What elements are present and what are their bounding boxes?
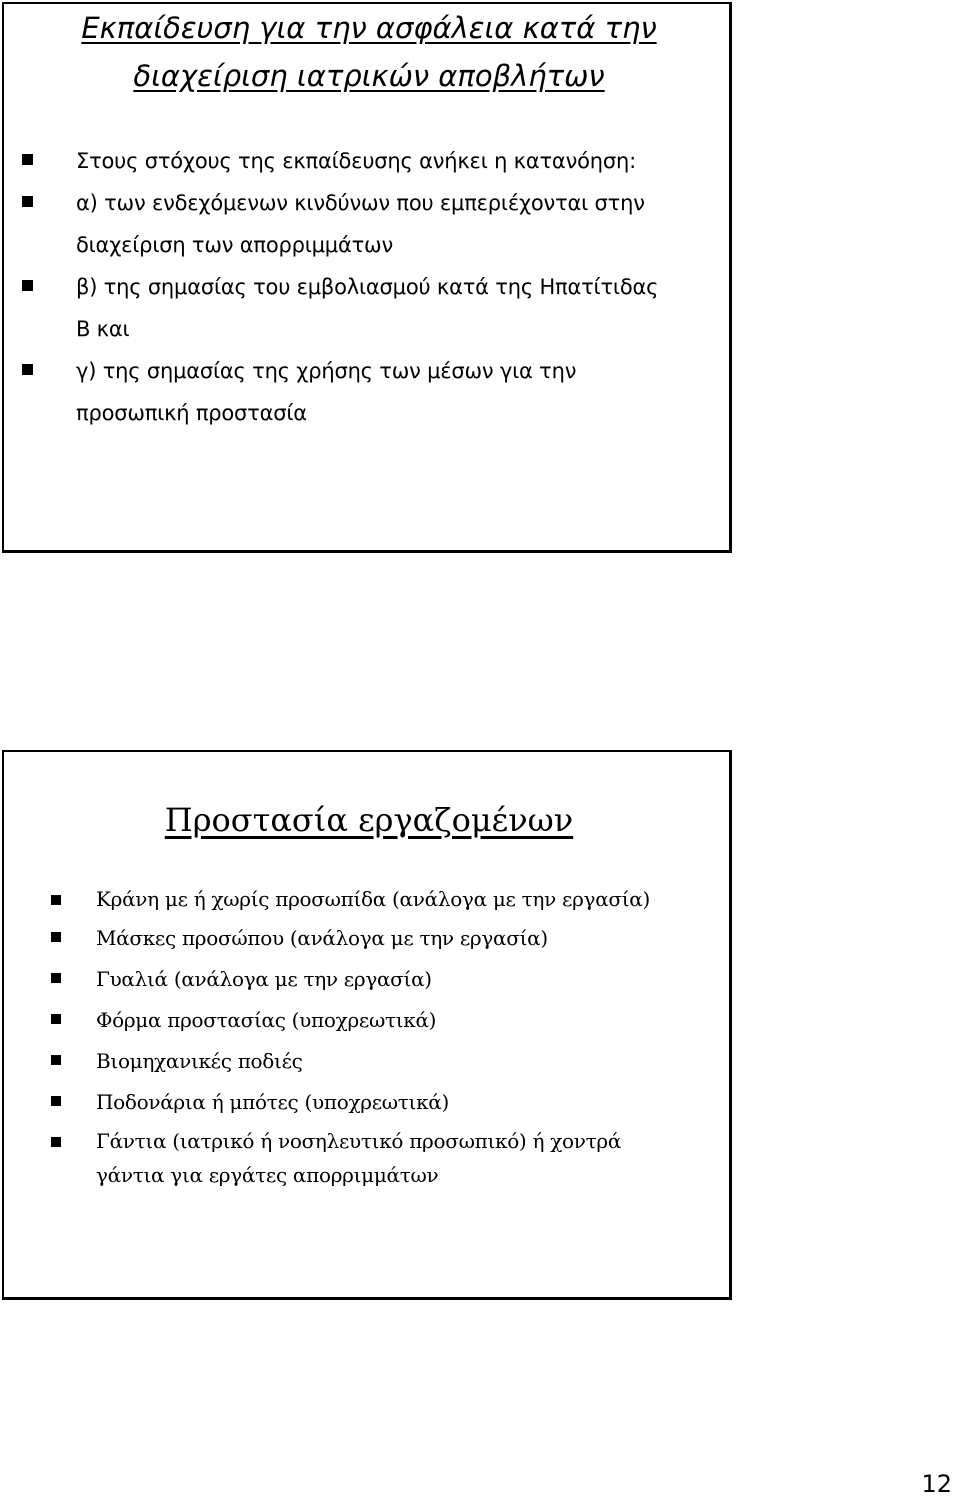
list-item — [96, 1001, 686, 1039]
list-item-text: Γυαλιά (ανάλογα με την εργασία) — [96, 967, 432, 991]
square-bullet-icon — [22, 196, 33, 207]
list-item — [96, 1083, 686, 1121]
list-item-text: Βιομηχανικές ποδιές — [96, 1049, 303, 1073]
list-item — [96, 960, 686, 998]
list-item-text: β) της σημασίας του εμβολιασμού κατά της Ηπατίτιδας Β και — [76, 275, 659, 341]
square-bullet-icon — [51, 895, 61, 905]
square-bullet-icon — [22, 364, 33, 375]
list-item-text: α) των ενδεχόμενων κινδύνων που εμπεριέχονται στην διαχείριση των απορριμμάτων — [76, 191, 645, 257]
square-bullet-icon — [22, 280, 33, 291]
slide-education — [2, 2, 732, 553]
slide-title-line-1: Εκπαίδευση για την ασφάλεια κατά την — [81, 11, 657, 45]
slide-title-line-2: διαχείριση ιατρικών αποβλήτων — [133, 59, 605, 93]
list-item-text: Ποδονάρια ή μπότες (υποχρεωτικά) — [96, 1090, 450, 1114]
list-item — [96, 919, 686, 957]
square-bullet-icon — [51, 1014, 61, 1024]
list-item — [76, 182, 676, 266]
list-item — [76, 350, 676, 434]
list-item — [96, 882, 686, 916]
square-bullet-icon — [51, 1137, 61, 1147]
slide-title — [4, 4, 734, 100]
protection-equipment-list — [96, 882, 686, 1195]
square-bullet-icon — [51, 1055, 61, 1065]
slide-worker-protection — [2, 750, 732, 1300]
list-item-text: Μάσκες προσώπου (ανάλογα με την εργασία) — [96, 926, 548, 950]
list-item — [76, 266, 676, 350]
list-item-text: Φόρμα προστασίας (υποχρεωτικά) — [96, 1008, 437, 1032]
list-item-text: Γάντια (ιατρικό ή νοσηλευτικό προσωπικό) ή χοντρά γάντια για εργάτες απορριμμάτων — [96, 1129, 622, 1187]
list-item-text: Κράνη με ή χωρίς προσωπίδα (ανάλογα με την εργασία) — [96, 887, 651, 911]
list-item-text: Στους στόχους της εκπαίδευσης ανήκει η κατανόηση: — [76, 149, 636, 173]
list-item — [96, 1042, 686, 1080]
slide-title: Προστασία εργαζομένων — [164, 801, 574, 839]
page-number: 12 — [921, 1470, 952, 1498]
square-bullet-icon — [51, 932, 61, 942]
list-item — [96, 1124, 686, 1192]
list-item-text: γ) της σημασίας της χρήσης των μέσων για την προσωπική προστασία — [76, 359, 577, 425]
list-item — [76, 140, 676, 182]
square-bullet-icon — [51, 973, 61, 983]
square-bullet-icon — [51, 1096, 61, 1106]
education-goals-list — [76, 140, 676, 434]
square-bullet-icon — [22, 154, 33, 165]
